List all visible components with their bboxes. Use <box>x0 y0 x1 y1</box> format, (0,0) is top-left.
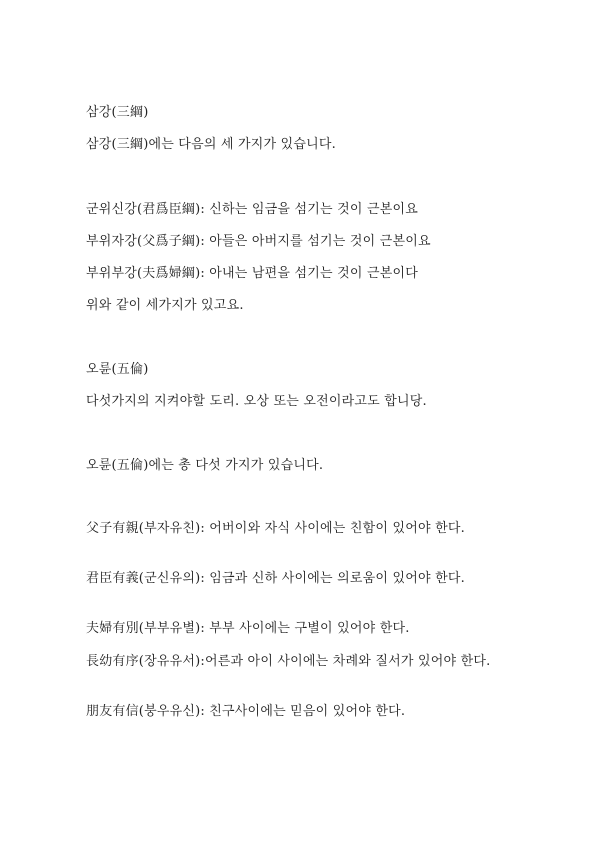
oryun-item-4: 長幼有序(장유유서):어른과 아이 사이에는 차례와 질서가 있어야 한다. <box>86 654 491 669</box>
oryun-heading: 오륜(五倫) <box>86 362 149 377</box>
oryun-definition: 다섯가지의 지켜야할 도리. 오상 또는 오전이라고도 합니당. <box>86 394 427 409</box>
samgang-heading: 삼강(三綱) <box>86 105 149 120</box>
samgang-outro: 위와 같이 세가지가 있고요. <box>86 298 244 313</box>
oryun-intro: 오륜(五倫)에는 총 다섯 가지가 있습니다. <box>86 458 324 473</box>
oryun-item-3: 夫婦有別(부부유별): 부부 사이에는 구별이 있어야 한다. <box>86 621 410 636</box>
oryun-item-2: 君臣有義(군신유의): 임금과 신하 사이에는 의로움이 있어야 한다. <box>86 571 465 586</box>
oryun-item-5: 朋友有信(붕우유신): 친구사이에는 믿음이 있어야 한다. <box>86 704 406 719</box>
samgang-item-2: 부위자강(父爲子綱): 아들은 아버지를 섬기는 것이 근본이요 <box>86 234 431 249</box>
oryun-item-1: 父子有親(부자유친): 어버이와 자식 사이에는 친함이 있어야 한다. <box>86 521 465 536</box>
samgang-intro: 삼강(三綱)에는 다음의 세 가지가 있습니다. <box>86 137 336 152</box>
samgang-item-1: 군위신강(君爲臣綱): 신하는 임금을 섬기는 것이 근본이요 <box>86 202 418 217</box>
samgang-item-3: 부위부강(夫爲婦綱): 아내는 남편을 섬기는 것이 근본이다 <box>86 266 418 281</box>
